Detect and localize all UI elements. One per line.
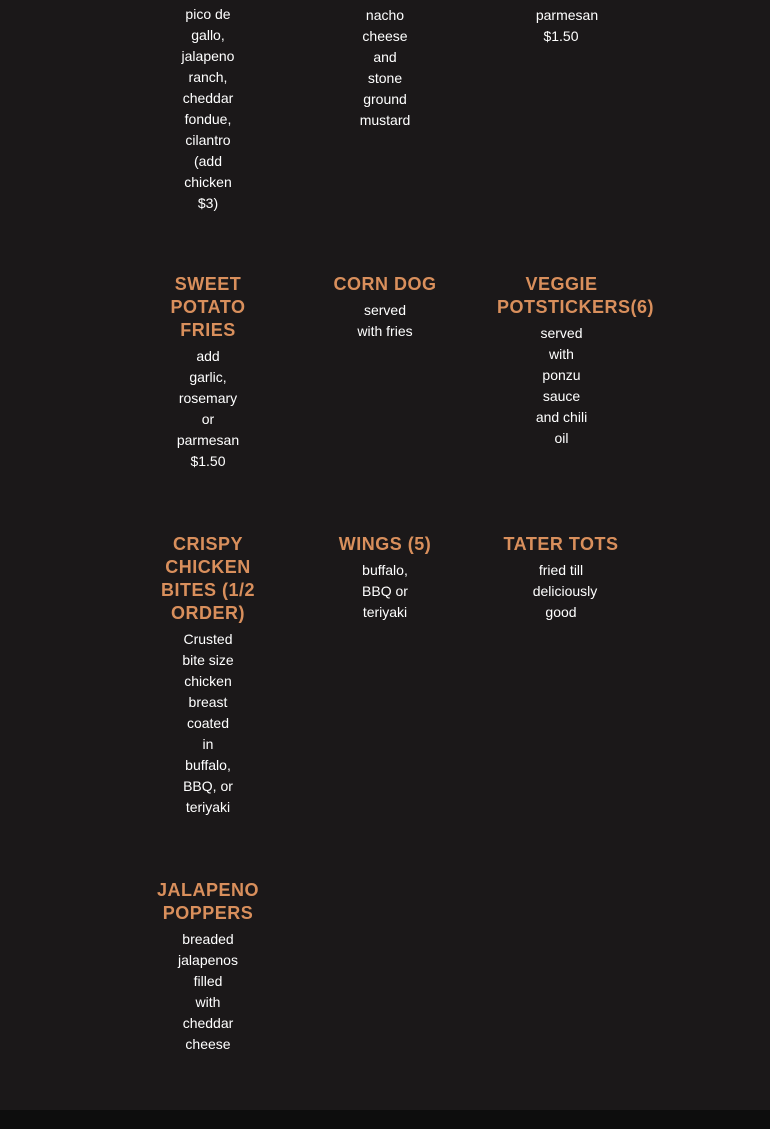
menu-item-1-description: pico de gallo, jalapeno ranch, cheddar fondue, cilantro (add chicken $3) xyxy=(181,6,235,211)
footer-bar xyxy=(0,1110,770,1129)
menu-item-title: SWEET POTATO FRIES xyxy=(170,274,246,340)
menu-item-2 xyxy=(325,5,445,131)
menu-item-description: fried till deliciously good xyxy=(532,562,598,620)
menu-item-3 xyxy=(501,5,627,47)
menu-item-veggie-potstickers xyxy=(488,273,663,449)
menu-item-description: breaded jalapenos filled with cheddar cheese xyxy=(178,931,238,1052)
menu-item-title: WINGS (5) xyxy=(338,534,432,554)
menu-item-3-description: parmesan $1.50 xyxy=(535,7,599,44)
menu-item-wings xyxy=(320,533,450,623)
menu-item-1 xyxy=(148,4,268,214)
menu-item-title: CRISPY CHICKEN BITES (1/2 ORDER) xyxy=(160,534,256,623)
menu-item-description: add garlic, rosemary or parmesan $1.50 xyxy=(176,348,240,469)
menu-item-title: VEGGIE POTSTICKERS(6) xyxy=(496,274,654,317)
menu-item-title: CORN DOG xyxy=(333,274,437,294)
menu-item-crispy-chicken-bites xyxy=(148,533,268,818)
menu-item-title: JALAPENO POPPERS xyxy=(156,880,259,923)
menu-item-2-description: nacho cheese and stone ground mustard xyxy=(359,7,411,128)
menu-item-description: buffalo, BBQ or teriyaki xyxy=(362,562,408,620)
menu-item-title: TATER TOTS xyxy=(503,534,619,554)
menu-item-tater-tots xyxy=(496,533,626,623)
menu-item-description: Crusted bite size chicken breast coated in buffalo, BBQ, or teriyaki xyxy=(182,631,234,815)
menu-item-description: served with ponzu sauce and chili oil xyxy=(535,325,588,446)
menu-item-sweet-potato-fries xyxy=(148,273,268,472)
menu-item-corn-dog xyxy=(320,273,450,342)
menu-item-jalapeno-poppers xyxy=(148,879,268,1055)
menu-item-description: served with fries xyxy=(357,302,413,339)
